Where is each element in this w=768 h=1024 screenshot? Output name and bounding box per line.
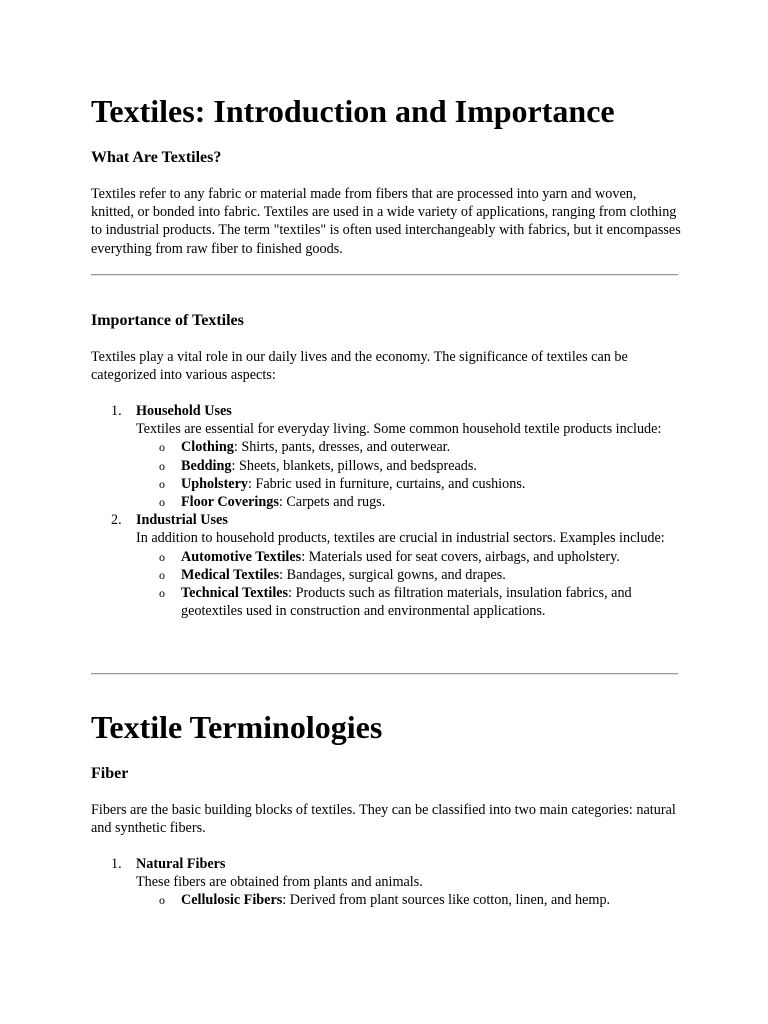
bullet-icon: o (159, 549, 165, 564)
bullet-term: Upholstery (181, 475, 248, 492)
bullet-icon: o (159, 495, 165, 510)
industrial-examples-list (136, 548, 681, 621)
fiber-paragraph: Fibers are the basic building blocks of textiles. They can be classified into two main categories: natural and synthetic fibers. (91, 802, 676, 837)
bullet-text: : Products such as filtration materials, insulation fabrics, and geotextiles used in construction and environmental applications. (181, 585, 632, 620)
section-title: Textile Terminologies (91, 709, 383, 745)
household-examples-list (136, 438, 681, 511)
fiber-heading: Fiber (91, 765, 129, 782)
what-are-textiles-heading: What Are Textiles? (91, 149, 222, 166)
list-number: 1. (111, 403, 122, 419)
list-item (136, 584, 681, 620)
bullet-term: Automotive Textiles (181, 548, 302, 565)
bullet-term: Cellulosic Fibers (181, 892, 283, 909)
bullet-text: : Bandages, surgical gowns, and drapes. (279, 566, 506, 583)
bullet-term: Medical Textiles (181, 566, 280, 583)
bullet-term: Technical Textiles (181, 585, 289, 602)
bullet-text: : Derived from plant sources like cotton, linen, and hemp. (282, 892, 611, 909)
bullet-term: Clothing (181, 439, 234, 456)
list-item (136, 438, 681, 456)
uses-list (91, 402, 681, 620)
list-item-household (91, 402, 681, 511)
list-item-title: Household Uses (136, 403, 232, 419)
bullet-term: Floor Coverings (181, 494, 279, 511)
list-item (136, 891, 681, 909)
bullet-icon: o (159, 567, 165, 582)
list-item (136, 566, 681, 584)
bullet-icon: o (159, 458, 165, 473)
bullet-icon: o (159, 893, 165, 908)
bullet-icon: o (159, 586, 165, 601)
list-item-industrial (91, 511, 681, 620)
list-item-description: Textiles are essential for everyday living. Some common household textile products include: (136, 421, 662, 438)
list-number: 1. (111, 856, 122, 872)
list-item-description: In addition to household products, textiles are crucial in industrial sectors. Examples include: (136, 530, 665, 547)
list-item-title: Natural Fibers (136, 856, 226, 872)
bullet-text: : Materials used for seat covers, airbags, and upholstery. (301, 548, 620, 565)
bullet-term: Bedding (181, 457, 232, 474)
fiber-list (91, 855, 681, 910)
bullet-icon: o (159, 440, 165, 455)
bullet-text: : Carpets and rugs. (278, 494, 386, 511)
list-number: 2. (111, 512, 122, 529)
page-title: Textiles: Introduction and Importance (91, 93, 615, 129)
list-item (136, 457, 681, 475)
section-divider (91, 673, 678, 675)
list-item (136, 493, 681, 511)
bullet-text: : Fabric used in furniture, curtains, and cushions. (248, 475, 526, 492)
list-item-description: These fibers are obtained from plants and animals. (136, 874, 423, 891)
importance-heading: Importance of Textiles (91, 312, 244, 329)
bullet-icon: o (159, 476, 165, 491)
list-item (136, 548, 681, 566)
natural-fibers-list (136, 891, 681, 909)
list-item-title: Industrial Uses (136, 512, 228, 529)
what-are-textiles-paragraph: Textiles refer to any fabric or material made from fibers that are processed into yarn and woven, knitted, or bonded into fabric. Textiles are used in a wide variety of applications, ranging from clothing to industrial products. The term "textiles" is often used interchangeably with fabrics, but it encompasses everything from raw fiber to finished goods. (91, 186, 681, 257)
list-item-natural-fibers (91, 855, 681, 910)
bullet-text: : Sheets, blankets, pillows, and bedspreads. (231, 457, 477, 474)
importance-paragraph: Textiles play a vital role in our daily lives and the economy. The significance of textiles can be categorized into various aspects: (91, 349, 628, 384)
list-item (136, 475, 681, 493)
section-divider (91, 274, 678, 276)
bullet-text: : Shirts, pants, dresses, and outerwear. (233, 439, 451, 456)
